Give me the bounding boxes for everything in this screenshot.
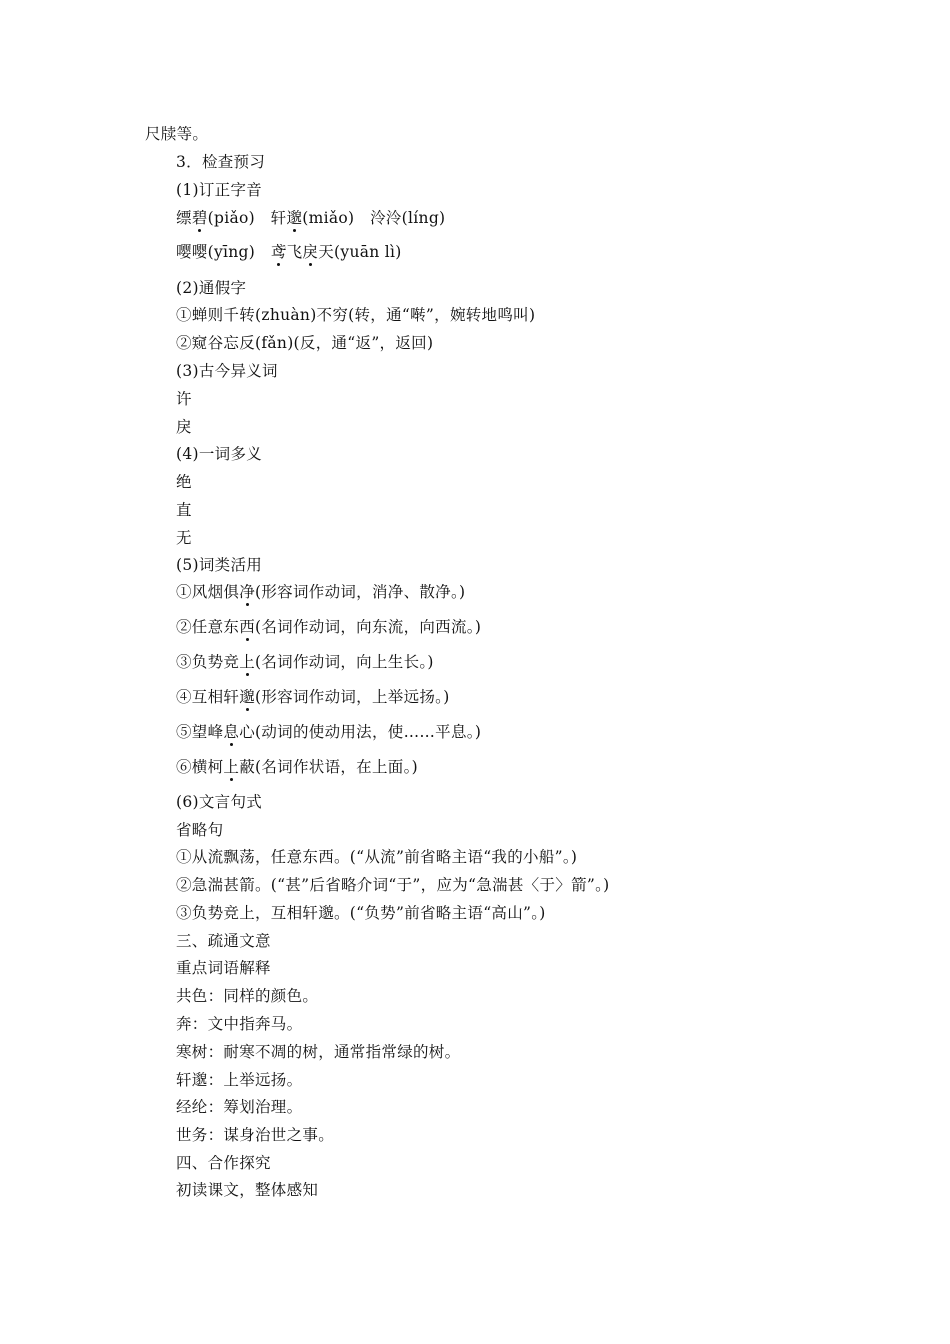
usage-line: ⑤望峰息心(动词的使动用法，使……平息。) bbox=[176, 723, 482, 741]
text-line: 绝 bbox=[176, 473, 192, 491]
text-line: ③负势竞上，互相轩邈。(“负势”前省略主语“高山”。) bbox=[176, 904, 546, 922]
dotted-char: 息 bbox=[223, 723, 240, 741]
text-line: 初读课文，整体感知 bbox=[176, 1181, 319, 1199]
text-line: 轩邈：上举远扬。 bbox=[176, 1071, 303, 1089]
dotted-char: 上 bbox=[223, 758, 240, 776]
text-line: 许 bbox=[176, 390, 192, 408]
subsection-heading: (3)古今异义词 bbox=[176, 362, 278, 380]
text-line: ①蝉则千转(zhuàn)不穷(转，通“啭”，婉转地鸣叫) bbox=[176, 306, 536, 324]
text-line: ②窥谷忘反(fǎn)(反，通“返”，返回) bbox=[176, 334, 434, 352]
dotted-char: 邈 bbox=[239, 688, 256, 706]
dotted-char: 邈 bbox=[286, 209, 303, 227]
text-line: 共色：同样的颜色。 bbox=[176, 987, 319, 1005]
subsection-heading: (4)一词多义 bbox=[176, 445, 263, 463]
text-line: ①从流飘荡，任意东西。(“从流”前省略主语“我的小船”。) bbox=[176, 848, 578, 866]
text-line: 寒树：耐寒不凋的树，通常指常绿的树。 bbox=[176, 1043, 461, 1061]
pronunciation-line: 缥碧(piǎo) 轩邈(miǎo) 泠泠(líng) bbox=[176, 209, 446, 227]
subsection-heading: (2)通假字 bbox=[176, 279, 247, 297]
text-line: 经纶：筹划治理。 bbox=[176, 1098, 303, 1116]
usage-line: ②任意东西(名词作动词，向东流，向西流。) bbox=[176, 618, 482, 636]
dotted-char: 碧 bbox=[191, 209, 208, 227]
dotted-char: 戾 bbox=[302, 243, 319, 261]
dotted-char: 鸢 bbox=[270, 243, 287, 261]
dotted-char: 西 bbox=[239, 618, 256, 636]
text-line: 直 bbox=[176, 501, 192, 519]
text-line: ②急湍甚箭。(“甚”后省略介词“于”，应为“急湍甚〈于〉箭”。) bbox=[176, 876, 610, 894]
text-line: 戾 bbox=[176, 418, 192, 436]
usage-line: ⑥横柯上蔽(名词作状语，在上面。) bbox=[176, 758, 418, 776]
pronunciation-line: 嘤嘤(yīng) 鸢飞戾天(yuān lì) bbox=[176, 243, 402, 261]
text-line: 重点词语解释 bbox=[176, 959, 271, 977]
text-line: 尺牍等。 bbox=[145, 125, 209, 143]
text-line: 世务：谋身治世之事。 bbox=[176, 1126, 335, 1144]
usage-line: ①风烟俱净(形容词作动词，消净、散净。) bbox=[176, 583, 466, 601]
subsection-heading: (1)订正字音 bbox=[176, 181, 263, 199]
subsection-heading: (6)文言句式 bbox=[176, 793, 263, 811]
dotted-char: 净 bbox=[239, 583, 256, 601]
text-line: 奔：文中指奔马。 bbox=[176, 1015, 303, 1033]
dotted-char: 上 bbox=[239, 653, 256, 671]
usage-line: ③负势竞上(名词作动词，向上生长。) bbox=[176, 653, 434, 671]
section-heading: 四、合作探究 bbox=[176, 1154, 271, 1172]
section-heading: 三、疏通文意 bbox=[176, 932, 271, 950]
section-heading: 3．检查预习 bbox=[176, 153, 266, 171]
text-line: 省略句 bbox=[176, 821, 224, 839]
subsection-heading: (5)词类活用 bbox=[176, 556, 263, 574]
usage-line: ④互相轩邈(形容词作动词，上举远扬。) bbox=[176, 688, 450, 706]
text-line: 无 bbox=[176, 529, 192, 547]
